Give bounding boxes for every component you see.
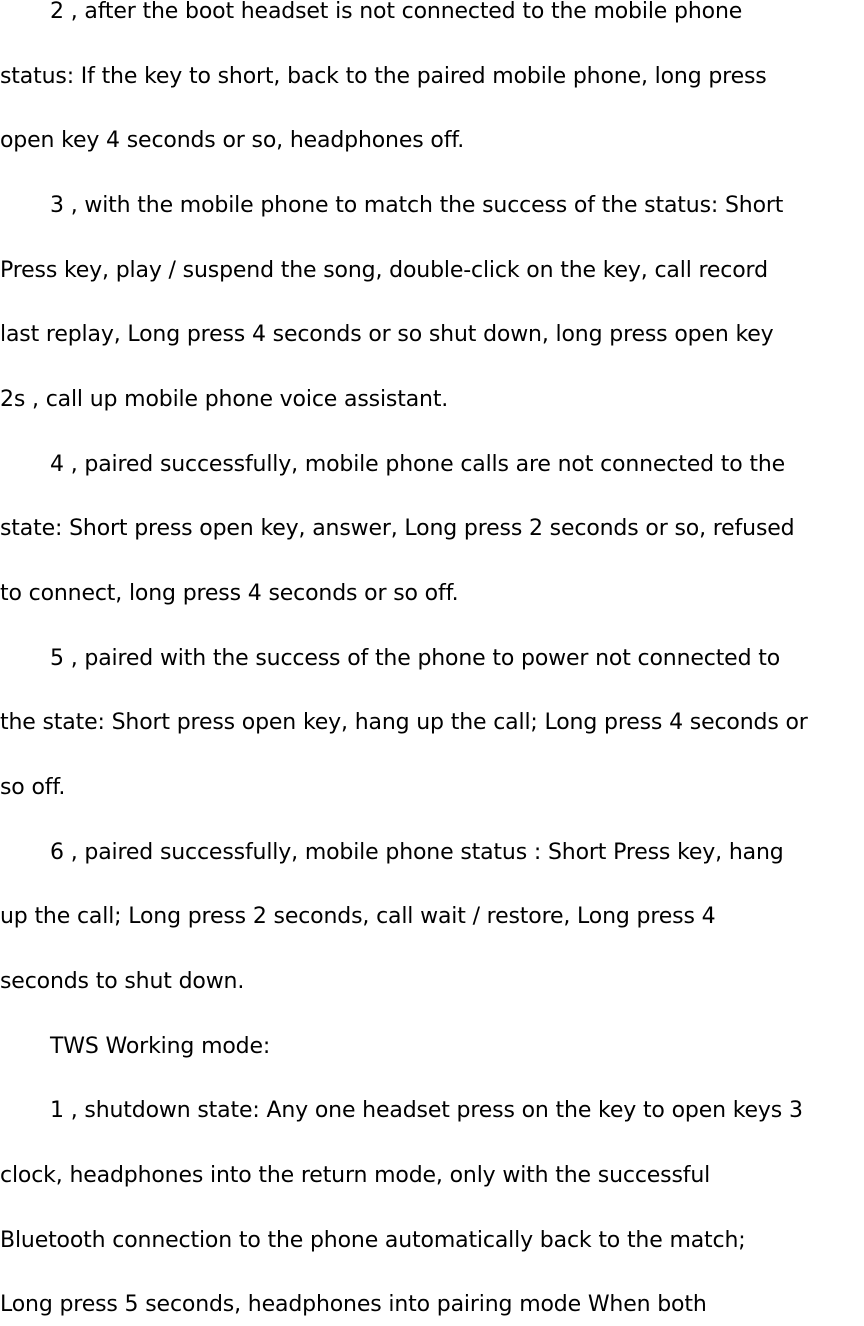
- text-line-5: Press key, play / suspend the song, double-click on the key, call record: [0, 258, 768, 283]
- text-line-12: the state: Short press open key, hang up the call; Long press 4 seconds or: [0, 710, 808, 735]
- text-line-9: state: Short press open key, answer, Long press 2 seconds or so, refused: [0, 516, 795, 541]
- text-line-15: up the call; Long press 2 seconds, call wait / restore, Long press 4: [0, 904, 716, 929]
- text-line-13: so off.: [0, 775, 66, 800]
- text-line-20: Bluetooth connection to the phone automatically back to the match;: [0, 1228, 746, 1253]
- text-line-16: seconds to shut down.: [0, 969, 245, 994]
- text-line-2: status: If the key to short, back to the paired mobile phone, long press: [0, 64, 767, 89]
- text-line-18: 1 , shutdown state: Any one headset press on the key to open keys 3: [50, 1098, 803, 1123]
- text-line-4: 3 , with the mobile phone to match the success of the status: Short: [50, 193, 784, 218]
- text-line-11: 5 , paired with the success of the phone to power not connected to: [50, 646, 781, 671]
- section-heading: TWS Working mode:: [50, 1034, 271, 1059]
- text-line-8: 4 , paired successfully, mobile phone calls are not connected to the: [50, 452, 786, 477]
- text-line-6: last replay, Long press 4 seconds or so shut down, long press open key: [0, 322, 774, 347]
- text-line-3: open key 4 seconds or so, headphones off.: [0, 128, 465, 153]
- text-line-21: Long press 5 seconds, headphones into pairing mode When both: [0, 1292, 707, 1317]
- text-line-7: 2s , call up mobile phone voice assistant.: [0, 387, 449, 412]
- text-line-19: clock, headphones into the return mode, only with the successful: [0, 1163, 711, 1188]
- text-line-10: to connect, long press 4 seconds or so off.: [0, 581, 459, 606]
- text-line-1: 2 , after the boot headset is not connected to the mobile phone: [50, 0, 743, 24]
- text-line-14: 6 , paired successfully, mobile phone status : Short Press key, hang: [50, 840, 784, 865]
